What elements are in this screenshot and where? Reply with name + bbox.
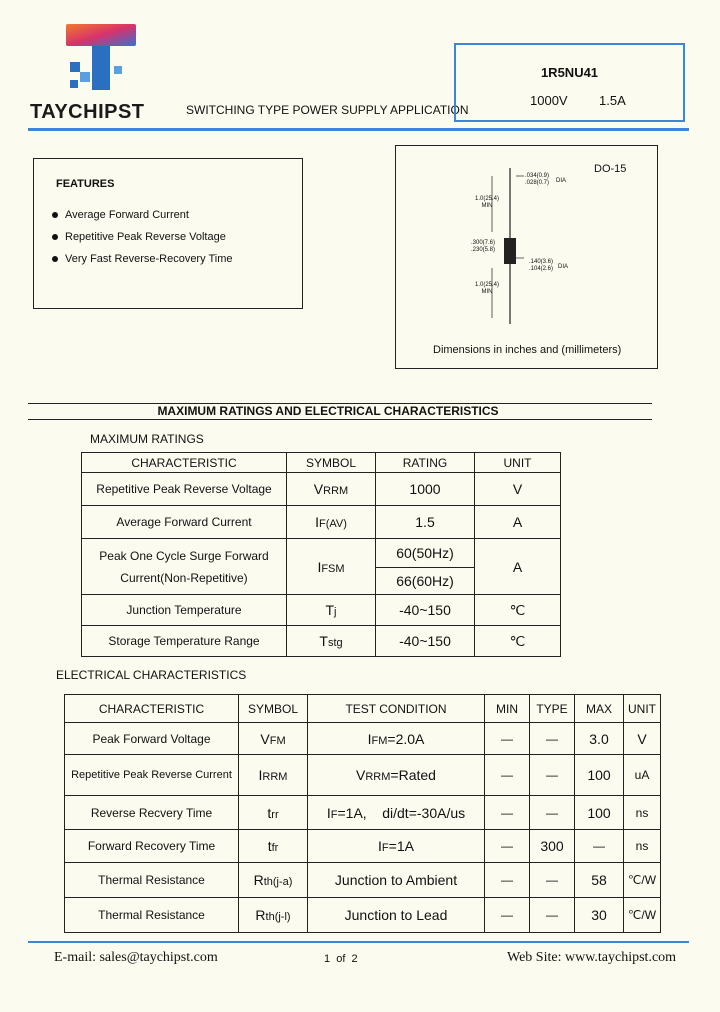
cell-unit: ℃ [475, 626, 561, 657]
cell-type: 300 [530, 830, 575, 863]
column-header: UNIT [624, 695, 661, 723]
voltage-rating: 1000V [530, 93, 568, 108]
column-header: RATING [376, 453, 475, 473]
dim-label: .104(2.6) [529, 266, 554, 272]
cell-symbol: Rth(j-l) [239, 898, 308, 933]
header-divider [28, 128, 689, 131]
features-title: FEATURES [56, 178, 115, 190]
cell-max: 58 [575, 863, 624, 898]
dim-label: .028(0.7) [525, 180, 550, 186]
cell-unit: ℃ [475, 595, 561, 626]
bullet-icon [52, 234, 58, 240]
footer-divider [28, 941, 689, 943]
dim-label: MIN [481, 203, 493, 209]
cell-max: 100 [575, 796, 624, 830]
footer-email[interactable]: E-mail: sales@taychipst.com [54, 950, 218, 965]
cell-unit: ℃/W [624, 863, 661, 898]
table-row [65, 898, 661, 933]
cell-characteristic: Thermal Resistance [65, 898, 239, 933]
cell-characteristic: Junction Temperature [82, 595, 287, 626]
cell-min: — [485, 863, 530, 898]
electrical-title: ELECTRICAL CHARACTERISTICS [56, 668, 247, 682]
package-name: DO-15 [594, 163, 627, 175]
cell-min: — [485, 723, 530, 755]
electrical-table [64, 694, 661, 933]
table-row [65, 723, 661, 755]
cell-test-condition: Junction to Lead [308, 898, 485, 933]
table-row [82, 595, 561, 626]
dim-label: MIN [481, 289, 493, 295]
dim-label: .300(7.6) [471, 240, 496, 246]
cell-min: — [485, 830, 530, 863]
page-number: 1 of 2 [324, 953, 358, 965]
cell-rating: 66(60Hz) [376, 568, 475, 595]
column-header: SYMBOL [287, 453, 376, 473]
section-title: MAXIMUM RATINGS AND ELECTRICAL CHARACTERISTICS [157, 404, 499, 418]
cell-max: 100 [575, 755, 624, 796]
cell-symbol: VRRM [287, 473, 376, 506]
feature-item: Very Fast Reverse-Recovery Time [52, 253, 233, 265]
cell-type: — [530, 863, 575, 898]
cell-symbol: tfr [239, 830, 308, 863]
cell-type: — [530, 796, 575, 830]
cell-characteristic: Forward Recovery Time [65, 830, 239, 863]
cell-rating: 60(50Hz) [376, 539, 475, 568]
table-row [82, 506, 561, 539]
table-row [65, 755, 661, 796]
table-row [65, 863, 661, 898]
column-header: MAX [575, 695, 624, 723]
cell-test-condition: IF=1A, di/dt=-30A/us [308, 796, 485, 830]
cell-symbol: Rth(j-a) [239, 863, 308, 898]
cell-characteristic: Peak One Cycle Surge Forward Current(Non-Repetitive) [82, 539, 287, 595]
cell-min: — [485, 755, 530, 796]
part-number-box [454, 43, 685, 122]
dim-label: .034(0.9) [525, 173, 550, 179]
column-header: CHARACTERISTIC [82, 453, 287, 473]
cell-rating: 1000 [376, 473, 475, 506]
cell-characteristic: Reverse Recvery Time [65, 796, 239, 830]
cell-rating: 1.5 [376, 506, 475, 539]
package-caption: Dimensions in inches and (millimeters) [433, 344, 622, 356]
cell-test-condition: IF=1A [308, 830, 485, 863]
cell-unit: ns [624, 796, 661, 830]
current-rating: 1.5A [599, 93, 626, 108]
cell-min: — [485, 796, 530, 830]
part-number: 1R5NU41 [540, 65, 599, 80]
cell-characteristic: Repetitive Peak Reverse Voltage [82, 473, 287, 506]
table-row [82, 473, 561, 506]
column-header: SYMBOL [239, 695, 308, 723]
cell-test-condition: Junction to Ambient [308, 863, 485, 898]
cell-type: — [530, 723, 575, 755]
feature-item: Average Forward Current [52, 209, 189, 221]
package-drawing-box [395, 145, 658, 369]
cell-test-condition: IFM=2.0A [308, 723, 485, 755]
column-header: TEST CONDITION [308, 695, 485, 723]
dim-label: DIA [558, 264, 569, 270]
cell-max: 3.0 [575, 723, 624, 755]
table-row [65, 830, 661, 863]
cell-symbol: VFM [239, 723, 308, 755]
cell-characteristic: Average Forward Current [82, 506, 287, 539]
cell-type: — [530, 898, 575, 933]
bullet-icon [52, 212, 58, 218]
brand-name: TAYCHIPST [30, 101, 145, 123]
company-logo [62, 22, 138, 92]
features-box [33, 158, 303, 309]
table-header-row [82, 453, 561, 473]
column-header: MIN [485, 695, 530, 723]
document-subtitle: SWITCHING TYPE POWER SUPPLY APPLICATION [186, 103, 469, 117]
cell-rating: -40~150 [376, 595, 475, 626]
cell-characteristic: Thermal Resistance [65, 863, 239, 898]
cell-unit: A [475, 506, 561, 539]
dim-label: 1.0(25.4) [475, 282, 500, 288]
cell-characteristic: Repetitive Peak Reverse Current [65, 755, 239, 796]
dim-label: .230(5.8) [471, 247, 496, 253]
dim-label: 1.0(25.4) [475, 196, 500, 202]
section-rule-bottom [28, 419, 652, 420]
cell-unit: uA [624, 755, 661, 796]
table-header-row [65, 695, 661, 723]
table-row [82, 626, 561, 657]
cell-symbol: Tj [287, 595, 376, 626]
cell-type: — [530, 755, 575, 796]
cell-unit: V [624, 723, 661, 755]
column-header: CHARACTERISTIC [65, 695, 239, 723]
max-ratings-title: MAXIMUM RATINGS [90, 432, 204, 446]
cell-symbol: IF(AV) [287, 506, 376, 539]
cell-max: — [575, 830, 624, 863]
cell-symbol: trr [239, 796, 308, 830]
cell-symbol: IFSM [287, 539, 376, 595]
cell-test-condition: VRRM=Rated [308, 755, 485, 796]
cell-symbol: Tstg [287, 626, 376, 657]
column-header: UNIT [475, 453, 561, 473]
max-ratings-table [81, 452, 561, 657]
cell-unit: ns [624, 830, 661, 863]
table-row [82, 539, 561, 568]
cell-characteristic: Storage Temperature Range [82, 626, 287, 657]
feature-item: Repetitive Peak Reverse Voltage [52, 231, 226, 243]
bullet-icon [52, 256, 58, 262]
table-row [65, 796, 661, 830]
cell-min: — [485, 898, 530, 933]
cell-characteristic: Peak Forward Voltage [65, 723, 239, 755]
footer-website[interactable]: Web Site: www.taychipst.com [507, 950, 677, 965]
cell-unit: V [475, 473, 561, 506]
cell-rating: -40~150 [376, 626, 475, 657]
column-header: TYPE [530, 695, 575, 723]
cell-max: 30 [575, 898, 624, 933]
cell-symbol: IRRM [239, 755, 308, 796]
cell-unit: ℃/W [624, 898, 661, 933]
dim-label: DIA [556, 178, 567, 184]
dim-label: .140(3.6) [529, 259, 554, 265]
cell-unit: A [475, 539, 561, 595]
